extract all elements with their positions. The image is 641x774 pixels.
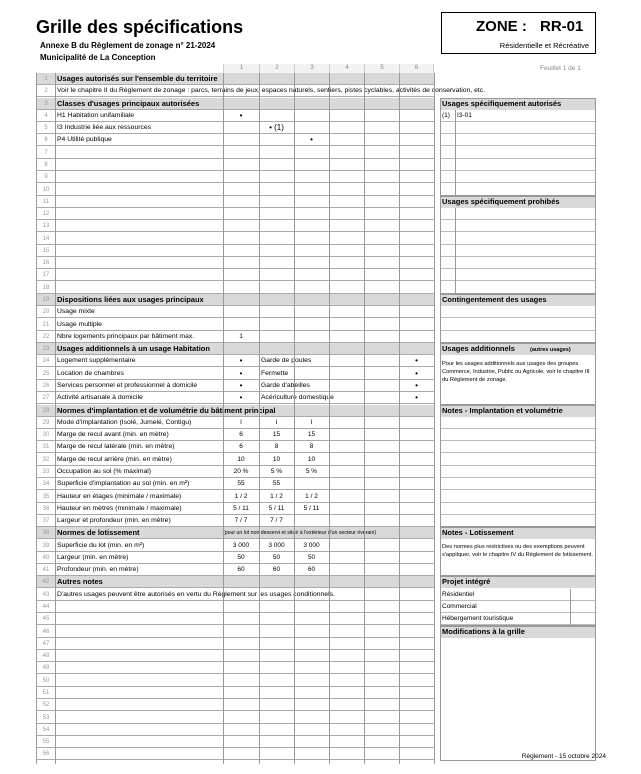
- row-number: 21: [42, 321, 50, 328]
- grid-row: [36, 368, 434, 380]
- value-cell-col-2: 15: [272, 431, 281, 439]
- row-number: 23: [42, 346, 50, 353]
- row-label: Marge de recul latérale (min. en mètre): [57, 443, 175, 451]
- section-heading: Dispositions liées aux usages principaux: [57, 295, 204, 305]
- grid-modifications-box: [440, 626, 596, 761]
- grid-row: [36, 269, 434, 281]
- value-cell-col-1: •: [239, 110, 243, 120]
- grid-row: [36, 601, 434, 613]
- value-cell-col-2: 60: [272, 566, 281, 574]
- row-label: I3 Industrie liée aux ressources: [57, 124, 152, 132]
- grid-row: [36, 184, 434, 196]
- row-number: 5: [44, 125, 48, 132]
- row-number: 25: [42, 370, 50, 377]
- row-number: 8: [44, 161, 48, 168]
- row-number: 37: [42, 518, 50, 525]
- value-cell-col-1: 5 / 11: [233, 504, 249, 512]
- grid-row: [36, 282, 434, 294]
- row-number: 17: [42, 272, 50, 279]
- zone-code: RR-01: [540, 18, 584, 35]
- value-cell-col-3: 15: [307, 431, 316, 439]
- row-number: 18: [42, 284, 50, 291]
- row-number: 30: [42, 432, 50, 439]
- row-number: 11: [42, 198, 50, 205]
- value-cell-col-1: 10: [237, 455, 245, 463]
- value-cell-col-1: •: [239, 356, 243, 366]
- grid-row: [36, 405, 434, 417]
- grid-row: [36, 417, 434, 429]
- row-number: 54: [42, 726, 50, 733]
- grid-row: [36, 233, 434, 245]
- value-cell-col-2: 5 / 11: [268, 504, 285, 512]
- grid-row: [36, 245, 434, 257]
- value-cell-col-1: 1 / 2: [234, 492, 248, 500]
- row-label: Mode d'implantation (Isolé, Jumelé, Contigu): [57, 418, 192, 426]
- row-number: 15: [42, 247, 50, 254]
- section-heading: Classes d'usages principaux autorisées: [57, 98, 200, 108]
- grid-row: [36, 454, 434, 466]
- value-cell-col-2: 8: [274, 443, 279, 451]
- zone-label: ZONE :: [476, 18, 527, 35]
- integrated-project-item: Hébergement touristique: [442, 615, 514, 623]
- secondary-value-cell: •: [415, 393, 418, 403]
- value-cell-col-3: 60: [307, 566, 316, 574]
- value-cell-col-1: I: [240, 418, 242, 426]
- row-label: Marge de recul avant (min. en mètre): [57, 431, 169, 439]
- integrated-project-item: Résidentiel: [442, 590, 475, 598]
- row-number: 29: [42, 419, 50, 426]
- value-cell-col-2: • (1): [269, 123, 284, 133]
- row-number: 19: [42, 297, 50, 304]
- row-number: 46: [42, 628, 50, 635]
- secondary-row-label: Fermette: [261, 369, 289, 377]
- row-number: 14: [42, 235, 50, 242]
- value-cell-col-1: 6: [239, 431, 243, 439]
- grid-row: [36, 208, 434, 220]
- row-number: 27: [42, 395, 50, 402]
- grid-modifications-heading: Modifications à la grille: [440, 626, 596, 638]
- footer-date: Règlement - 15 octobre 2024: [521, 753, 606, 760]
- value-cell-col-2: 50: [272, 553, 281, 561]
- row-label: Usage multiple: [57, 320, 102, 328]
- value-cell-col-2: 55: [272, 480, 281, 488]
- row-number: 45: [42, 616, 50, 623]
- row-number: 16: [42, 260, 50, 267]
- grid-row: [36, 441, 434, 453]
- zone-description: Résidentielle et Récréative: [499, 41, 589, 50]
- section-heading: Usages autorisés sur l'ensemble du territoire: [57, 74, 218, 83]
- row-number: 35: [42, 493, 50, 500]
- grid-row: [36, 638, 434, 650]
- row-label: Nbre logements principaux par bâtiment max.: [57, 332, 195, 340]
- value-cell-col-3: 10: [307, 455, 316, 463]
- value-cell-col-2: 10: [272, 455, 281, 463]
- row-number: 40: [42, 554, 50, 561]
- column-header-1: 1: [223, 64, 259, 73]
- notes-lotissement-heading: Notes - Lotissement: [440, 527, 596, 539]
- secondary-value-cell: •: [415, 368, 418, 378]
- row-number: 10: [42, 186, 50, 193]
- grid-row: [36, 650, 434, 662]
- section-note: (pour un lot non desservi et situé à l'extérieur d'un secteur riverain): [223, 530, 377, 537]
- grid-row: [36, 699, 434, 711]
- authorized-uses-heading: Usages spécifiquement autorisés: [440, 98, 596, 110]
- authorized-code: I3-01: [457, 111, 472, 119]
- grid-row: [36, 85, 486, 97]
- secondary-value-cell: •: [415, 381, 418, 390]
- secondary-row-label: Garde d'abeilles: [261, 382, 310, 389]
- grid-row: [36, 736, 434, 748]
- row-number: 4: [44, 112, 48, 119]
- row-label: P4 Utilité publique: [57, 136, 112, 144]
- value-cell-col-3: I: [310, 418, 313, 426]
- row-number: 2: [44, 88, 48, 95]
- grid-row: [36, 662, 434, 674]
- grid-row: [36, 73, 434, 85]
- column-header-5: 5: [364, 64, 399, 73]
- sheet-indicator: Feuillet 1 de 1: [540, 65, 581, 72]
- value-cell-col-1: •: [239, 393, 243, 403]
- value-cell-col-1: 50: [237, 553, 245, 561]
- grid-row: [36, 257, 434, 269]
- row-number: 9: [44, 174, 48, 181]
- additional-uses-small-note: (autres usages): [530, 347, 571, 354]
- value-cell-col-3: 5 %: [305, 467, 318, 475]
- row-number: 22: [42, 333, 50, 340]
- row-label: Largeur et profondeur (min. en mètre): [57, 517, 171, 525]
- additional-uses-heading: Usages additionnels: [440, 343, 596, 355]
- value-cell-col-1: 55: [237, 480, 245, 488]
- column-header-6: 6: [399, 64, 434, 73]
- value-cell-col-2: 3 000: [268, 541, 285, 549]
- row-number: 31: [42, 444, 50, 451]
- notes-lotissement-text: Des normes plus restrictives ou des exemptions peuvent s'appliquer, voir le chapitre IV du Règlement de lotissement.: [442, 543, 593, 558]
- row-number: 1: [44, 76, 48, 82]
- row-number: 48: [42, 653, 50, 660]
- value-cell-col-1: •: [239, 368, 243, 378]
- grid-row: [36, 712, 434, 724]
- row-label: Hauteur en étages (minimale / maximale): [57, 492, 182, 500]
- row-label: Activité artisanale à domicile: [57, 394, 143, 402]
- grid-row: [36, 306, 434, 318]
- value-cell-col-1: 60: [237, 566, 245, 574]
- section-heading: Normes de lotissement: [57, 528, 140, 538]
- value-cell-col-1: 3 000: [232, 541, 250, 549]
- grid-row: [36, 552, 434, 564]
- row-number: 3: [44, 100, 48, 107]
- secondary-row-label: Garde de poules: [261, 357, 312, 365]
- contingent-heading: Contingentement des usages: [440, 294, 596, 306]
- column-header-4: 4: [329, 64, 364, 73]
- row-number: 13: [42, 223, 50, 230]
- secondary-value-cell: •: [415, 356, 418, 366]
- grid-row: [36, 613, 434, 625]
- row-number: 55: [42, 739, 50, 746]
- row-label: Occupation au sol (% maximal): [57, 467, 152, 475]
- row-number: 43: [42, 591, 50, 598]
- grid-row: [36, 319, 434, 331]
- grid-row: [36, 171, 434, 183]
- grid-row: [36, 196, 434, 208]
- page-title: Grille des spécifications: [36, 17, 244, 37]
- row-number: 53: [42, 714, 50, 721]
- row-label: Largeur (min. en mètre): [57, 553, 129, 561]
- row-label: Voir le chapitre II du Règlement de zonage : parcs, terrains de jeux, espaces naturels, sentiers, pistes cyclables, activités de conservation, etc.: [57, 87, 486, 95]
- grid-row: [36, 491, 434, 503]
- zone-box: [441, 12, 596, 54]
- grid-row: [36, 392, 434, 404]
- row-number: 56: [42, 751, 50, 758]
- grid-row: [36, 98, 434, 110]
- value-cell-col-2: 5 %: [270, 467, 283, 475]
- prohibited-uses-heading: Usages spécifiquement prohibés: [440, 196, 596, 208]
- row-number: 52: [42, 702, 50, 709]
- value-cell-col-3: 3 000: [303, 541, 320, 549]
- grid-row: [36, 515, 434, 527]
- grid-row: [36, 343, 434, 355]
- grid-row: [36, 687, 434, 699]
- row-label: Usage mixte: [57, 308, 95, 316]
- grid-row: [36, 294, 434, 306]
- grid-row: [36, 380, 434, 392]
- row-number: 51: [42, 690, 50, 696]
- value-cell-col-3: 1 / 2: [305, 492, 318, 500]
- row-number: 36: [42, 505, 50, 512]
- row-label: H1 Habitation unifamiliale: [57, 111, 135, 119]
- grid-row: [36, 147, 434, 159]
- value-cell-col-1: 20 %: [233, 467, 249, 475]
- grid-row: [36, 331, 434, 343]
- row-number: 7: [44, 149, 48, 156]
- grid-row: [36, 159, 434, 171]
- row-label: Location de chambres: [57, 369, 124, 377]
- value-cell-col-1: •: [239, 381, 243, 390]
- row-number: 41: [42, 567, 50, 574]
- row-number: 44: [42, 604, 50, 611]
- grid-row: [36, 540, 434, 552]
- row-number: 6: [44, 137, 48, 144]
- value-cell-col-3: •: [310, 135, 313, 145]
- value-cell-col-3: 5 / 11: [303, 504, 320, 512]
- row-label: Superficie du lot (min. en m²): [57, 541, 145, 549]
- grid-row: [36, 220, 434, 232]
- value-cell-col-1: 1: [239, 332, 243, 340]
- row-number: 20: [42, 309, 50, 316]
- row-number: 42: [42, 579, 50, 586]
- row-number: 34: [42, 481, 50, 488]
- notes-implantation-heading: Notes - Implantation et volumétrie: [440, 405, 596, 417]
- row-number: 12: [42, 211, 50, 218]
- row-number: 26: [42, 383, 50, 389]
- grid-row: [36, 503, 434, 515]
- row-number: 24: [42, 358, 50, 365]
- column-header-2: 2: [259, 64, 294, 73]
- grid-row: [36, 724, 434, 736]
- row-label: Marge de recul arrière (min. en mètre): [57, 455, 172, 463]
- section-heading: Usages additionnels à un usage Habitation: [57, 344, 210, 354]
- row-number: 32: [42, 456, 50, 463]
- prohibited-uses-box: [440, 196, 596, 294]
- municipality-subtitle: Municipalité de La Conception: [40, 53, 156, 62]
- grid-row: [36, 589, 434, 601]
- grid-row: [36, 355, 434, 367]
- row-label: Superficie d'implantation au sol (min. en m²): [57, 480, 190, 488]
- grid-row: [36, 748, 434, 760]
- grid-row: [36, 122, 434, 134]
- row-label: Hauteur en mètres (minimale / maximale): [57, 504, 182, 512]
- grid-row: [36, 134, 434, 146]
- grid-row: [36, 564, 434, 576]
- value-cell-col-3: 50: [307, 553, 316, 561]
- authorized-ref: (1): [442, 111, 450, 119]
- contingent-box: [440, 294, 596, 343]
- grid-row: [36, 110, 434, 122]
- column-header-3: 3: [294, 64, 329, 73]
- notes-implantation-box: [440, 405, 596, 528]
- row-number: 49: [42, 665, 50, 672]
- grid-row: [36, 626, 434, 638]
- bylaw-annex-subtitle: Annexe B du Règlement de zonage n° 21-2024: [40, 41, 216, 50]
- value-cell-col-2: I: [275, 418, 278, 426]
- grid-column-line: [434, 73, 435, 764]
- row-label: D'autres usages peuvent être autorisés en vertu du Règlement sur les usages conditionnels.: [57, 590, 335, 598]
- grid-row: [36, 429, 434, 441]
- row-label: Services personnel et professionnel à domicile: [57, 382, 198, 389]
- value-cell-col-1: 6: [239, 443, 243, 451]
- additional-uses-note: Pour les usages additionnels aux usages des groupes Commerce, Industrie, Public ou Agricole, voir le chapitre III du Règlement de zonage.: [442, 361, 590, 384]
- value-cell-col-3: 8: [309, 443, 314, 451]
- grid-row: [36, 466, 434, 478]
- value-cell-col-2: 7 / 7: [270, 517, 283, 525]
- row-number: 33: [42, 468, 50, 475]
- row-number: 50: [42, 677, 50, 684]
- integrated-project-heading: Projet intégré: [440, 576, 596, 588]
- value-cell-col-1: 7 / 7: [234, 517, 248, 525]
- grid-row: [36, 527, 434, 539]
- grid-row: [36, 576, 434, 588]
- row-number: 47: [42, 640, 50, 647]
- row-number: 38: [42, 530, 50, 537]
- grid-row: [36, 675, 434, 687]
- section-heading: Normes d'implantation et de volumétrie du bâtiment principal: [57, 405, 276, 415]
- row-number: 39: [42, 542, 50, 549]
- value-cell-col-2: 1 / 2: [270, 492, 283, 500]
- secondary-row-label: Acériculture domestique: [261, 394, 334, 402]
- section-heading: Autres notes: [57, 577, 103, 587]
- row-label: Profondeur (min. en mètre): [57, 566, 139, 574]
- row-label: Logement supplémentaire: [57, 357, 136, 365]
- grid-row: [36, 478, 434, 490]
- row-number: 28: [42, 407, 50, 414]
- integrated-project-item: Commercial: [442, 603, 477, 611]
